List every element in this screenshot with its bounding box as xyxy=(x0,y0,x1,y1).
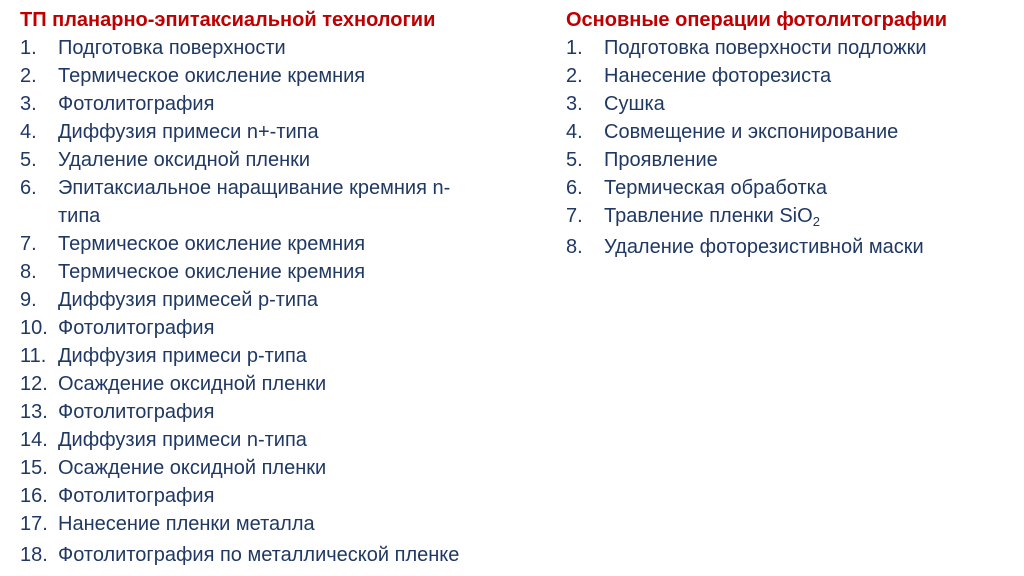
list-item xyxy=(20,62,540,90)
item-text: Удаление оксидной пленки xyxy=(58,149,311,171)
item-text: Термическая обработка xyxy=(604,177,827,199)
process-steps-list xyxy=(20,34,540,569)
item-text: Диффузия примесей p-типа xyxy=(58,289,319,311)
item-number: 11. xyxy=(20,345,47,367)
item-text: Термическое окисление кремния xyxy=(58,65,366,87)
item-number: 6. xyxy=(566,177,583,199)
list-item xyxy=(20,482,540,510)
list-item xyxy=(20,541,540,569)
list-item xyxy=(566,146,1016,174)
item-text: Нанесение пленки металла xyxy=(58,513,315,535)
item-text: Осаждение оксидной пленки xyxy=(58,373,327,395)
item-number: 4. xyxy=(566,121,583,143)
item-number: 16. xyxy=(20,485,48,507)
item-number: 5. xyxy=(566,149,583,171)
item-number: 13. xyxy=(20,401,48,423)
item-number: 2. xyxy=(20,65,37,87)
item-text: Фотолитография xyxy=(58,401,215,423)
item-number: 7. xyxy=(20,233,37,255)
item-text: Нанесение фоторезиста xyxy=(604,65,832,87)
list-item xyxy=(20,174,540,230)
item-text: Сушка xyxy=(604,93,665,115)
list-item xyxy=(20,230,540,258)
item-text: Удаление фоторезистивной маски xyxy=(604,236,924,258)
item-number: 1. xyxy=(566,37,583,59)
item-text: Термическое окисление кремния xyxy=(58,261,366,283)
item-text: Диффузия примеси n+-типа xyxy=(58,121,319,143)
list-item xyxy=(20,258,540,286)
list-item xyxy=(20,370,540,398)
list-item xyxy=(20,510,540,538)
item-text: Совмещение и экспонирование xyxy=(604,121,899,143)
item-text: Фотолитография по металлической пленке xyxy=(58,544,460,566)
list-item xyxy=(566,34,1016,62)
list-item xyxy=(20,286,540,314)
item-number: 12. xyxy=(20,373,48,395)
item-text: Травление пленки SiO xyxy=(604,205,813,227)
item-text: Проявление xyxy=(604,149,718,171)
item-number: 5. xyxy=(20,149,37,171)
list-item xyxy=(20,118,540,146)
item-number: 10. xyxy=(20,317,48,339)
list-item xyxy=(566,202,1016,230)
right-heading: Основные операции фотолитографии xyxy=(566,9,948,31)
item-number: 18. xyxy=(20,544,48,566)
item-number: 8. xyxy=(566,236,583,258)
item-number: 7. xyxy=(566,205,583,227)
item-subscript: 2 xyxy=(812,214,820,229)
item-number: 3. xyxy=(566,93,583,115)
item-text: Эпитаксиальное наращивание кремния n- xyxy=(58,177,451,199)
item-text: Диффузия примеси n-типа xyxy=(58,429,307,451)
item-number: 14. xyxy=(20,429,48,451)
item-text: Подготовка поверхности xyxy=(58,37,286,59)
item-text: Термическое окисление кремния xyxy=(58,233,366,255)
list-item xyxy=(566,62,1016,90)
item-number: 3. xyxy=(20,93,37,115)
right-column xyxy=(566,6,1016,261)
list-item xyxy=(20,34,540,62)
list-item xyxy=(566,118,1016,146)
item-number: 6. xyxy=(20,177,37,199)
left-heading: ТП планарно-эпитаксиальной технологии xyxy=(20,9,436,31)
list-item xyxy=(20,426,540,454)
list-item xyxy=(566,233,1016,261)
item-number: 9. xyxy=(20,289,37,311)
item-text: Фотолитография xyxy=(58,93,215,115)
item-number: 2. xyxy=(566,65,583,87)
left-column xyxy=(20,6,540,569)
item-number: 1. xyxy=(20,37,37,59)
item-number: 15. xyxy=(20,457,48,479)
photolithography-steps-list xyxy=(566,34,1016,261)
item-text: Диффузия примеси p-типа xyxy=(58,345,307,367)
item-number: 17. xyxy=(20,513,48,535)
list-item xyxy=(20,90,540,118)
list-item xyxy=(20,314,540,342)
item-text: Подготовка поверхности подложки xyxy=(604,37,927,59)
list-item xyxy=(20,146,540,174)
item-text: Фотолитография xyxy=(58,317,215,339)
item-number: 4. xyxy=(20,121,37,143)
item-number: 8. xyxy=(20,261,37,283)
list-item xyxy=(566,174,1016,202)
list-item xyxy=(20,342,540,370)
item-text-continuation: типа xyxy=(58,205,101,227)
item-text: Осаждение оксидной пленки xyxy=(58,457,327,479)
list-item xyxy=(566,90,1016,118)
list-item xyxy=(20,454,540,482)
item-text: Фотолитография xyxy=(58,485,215,507)
list-item xyxy=(20,398,540,426)
